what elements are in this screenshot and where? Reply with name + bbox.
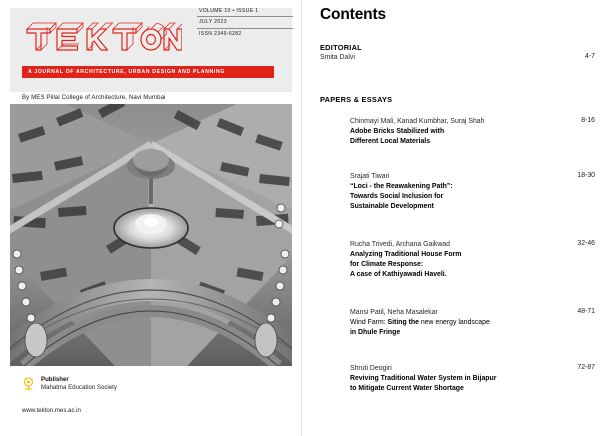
publisher-block [22, 376, 117, 392]
entry-title-line-1: Adobe Bricks Stabilized with [350, 128, 445, 136]
section-heading-papers: PAPERS & ESSAYS [320, 95, 393, 104]
entry-title-line-2: for Climate Response: [350, 261, 424, 269]
toc-entry-paper-2[interactable] [350, 172, 595, 212]
entry-title-line-2: Different Local Materials [350, 138, 431, 146]
entry-pages: 8-16 [581, 117, 595, 124]
entry-title-line-1 [350, 318, 595, 328]
mes-emblem-icon [22, 377, 35, 392]
entry-pages: 72-87 [577, 364, 595, 371]
entry-title-suffix: new energy landscape [418, 319, 490, 327]
entry-pages: 4-7 [585, 53, 595, 60]
entry-title-line-3: Sustainable Development [350, 203, 434, 211]
entry-title-line-3: A case of Kathiyawadi Haveli. [350, 271, 447, 279]
entry-pages: 48-71 [577, 308, 595, 315]
toc-entry-paper-1[interactable] [350, 117, 595, 147]
entry-title-line-2: in Dhule Fringe [350, 329, 401, 337]
entry-title-prefix: Wind Farm: [350, 319, 388, 327]
entry-authors: Mansi Patil, Neha Masalekar [350, 309, 438, 316]
toc-entry-paper-4[interactable] [350, 308, 595, 338]
journal-tagline: A JOURNAL OF ARCHITECTURE, URBAN DESIGN AND PLANNING [28, 69, 225, 75]
section-heading-editorial: EDITORIAL [320, 43, 362, 52]
page-title: Contents [320, 6, 386, 23]
entry-authors: Smita Dalvi [320, 54, 355, 61]
issue-volume: VOLUME 10 • ISSUE 1 [197, 5, 293, 17]
entry-title-line-2: Towards Social Inclusion for [350, 193, 444, 201]
entry-title-line-1: Analyzing Traditional House Form [350, 251, 462, 259]
toc-entry-paper-3[interactable] [350, 240, 595, 280]
publisher-label: Publisher [41, 376, 69, 383]
entry-title-line-2: to Mitigate Current Water Shortage [350, 385, 464, 393]
issue-issn: ISSN 2349-6282 [199, 31, 242, 38]
publisher-name: Mahatma Education Society [41, 384, 117, 392]
issue-info [197, 5, 293, 39]
journal-tagline-bar [22, 66, 274, 78]
entry-title-line-1: “Loci - the Reawakening Path”: [350, 183, 453, 191]
entry-pages: 18-30 [577, 172, 595, 179]
tekton-wordmark-logo [22, 18, 182, 58]
toc-entry-editorial[interactable] [320, 53, 595, 63]
issue-date: JULY 2023 [197, 17, 293, 29]
entry-authors: Srajati Tiwari [350, 173, 390, 180]
cover-photograph [10, 104, 292, 366]
entry-authors: Rucha Trivedi, Archana Gaikwad [350, 241, 450, 248]
journal-website-link[interactable]: www.tekton.mes.ac.in [22, 407, 81, 414]
entry-authors: Chinmayi Mali, Kanad Kumbhar, Suraj Shah [350, 118, 485, 125]
entry-title-emphasis: Siting the [387, 319, 419, 327]
cover-byline: By MES Pillai College of Architecture, Navi Mumbai [22, 94, 166, 101]
entry-authors: Shruti Deogiri [350, 365, 392, 372]
entry-title-line-1: Reviving Traditional Water System in Bijapur [350, 375, 497, 383]
toc-entry-paper-5[interactable] [350, 364, 595, 394]
contents-page [302, 0, 600, 436]
entry-pages: 32-46 [577, 240, 595, 247]
